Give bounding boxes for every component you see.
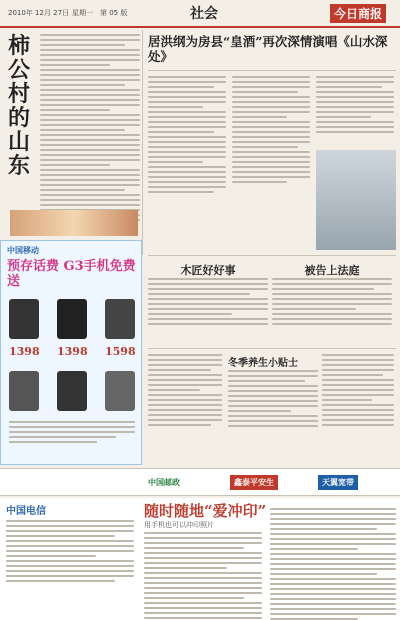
headline-rule — [148, 70, 396, 71]
section-rule — [148, 255, 396, 256]
header-page-number: 第 05 版 — [100, 9, 128, 17]
title-char: 村 — [8, 81, 31, 107]
ad-headline: 预存话费 G3手机免费送 — [7, 259, 136, 289]
telecom-body-col-1 — [144, 532, 262, 620]
story-body — [228, 370, 318, 427]
story-body — [272, 278, 392, 325]
phone-image — [9, 371, 39, 411]
title-char: 柿 — [8, 33, 31, 59]
left-photo-strip — [10, 210, 138, 236]
column-divider — [142, 30, 143, 255]
price-tag: 1598 — [105, 345, 136, 358]
main-article-col-3 — [316, 76, 394, 133]
telecom-headline: 随时随地“爱冲印” — [144, 502, 267, 520]
telecom-subhead: 用手机也可以冲印照片 — [144, 521, 214, 529]
story-title: 冬季养生小贴士 — [228, 358, 298, 369]
phone-image — [9, 299, 39, 339]
story-body — [148, 278, 268, 325]
news-photo — [316, 150, 396, 250]
main-article-col-1 — [148, 76, 226, 193]
ad-china-mobile[interactable] — [0, 240, 142, 465]
left-article-title — [8, 34, 38, 178]
story-body — [148, 354, 222, 426]
telecom-ad-main — [140, 498, 400, 620]
logo-insurance: 鑫泰平安生 — [230, 475, 278, 490]
title-char: 公 — [8, 57, 31, 83]
logo-china-post: 中国邮政 — [148, 478, 180, 487]
logo-strip — [0, 468, 400, 496]
left-article-body — [40, 34, 140, 226]
page-header — [0, 0, 400, 30]
paper-logo: 今日商报 — [330, 4, 386, 23]
main-article-col-2 — [232, 76, 310, 183]
story-body — [322, 354, 394, 426]
price-tag: 1398 — [9, 345, 40, 358]
header-date: 2010年 12月 27日 — [8, 9, 70, 17]
ad-fineprint — [9, 421, 135, 443]
phone-image — [105, 371, 135, 411]
main-headline: 居洪纲为房县“皇酒”再次深情演唱《山水深处》 — [148, 34, 388, 64]
logo-tianyi: 天翼宽带 — [318, 475, 358, 490]
phone-image — [57, 371, 87, 411]
telecom-brand: 中国电信 — [6, 506, 46, 517]
section-title: 社会 — [190, 6, 218, 22]
telecom-body-col-2 — [270, 508, 396, 620]
price-tag: 1398 — [57, 345, 88, 358]
header-weekday: 星期一 — [72, 9, 93, 17]
ad-brand: 中国移动 — [7, 246, 39, 255]
title-char: 东 — [8, 153, 31, 179]
section-rule — [148, 348, 396, 349]
telecom-ad-body — [6, 520, 134, 582]
title-char: 山 — [8, 129, 31, 155]
story-title: 木匠好好事 — [180, 264, 236, 277]
phone-image — [57, 299, 87, 339]
story-title: 被告上法庭 — [304, 264, 360, 277]
phone-image — [105, 299, 135, 339]
telecom-ad[interactable] — [0, 498, 140, 620]
title-char: 的 — [8, 105, 31, 131]
header-rule — [0, 26, 400, 28]
